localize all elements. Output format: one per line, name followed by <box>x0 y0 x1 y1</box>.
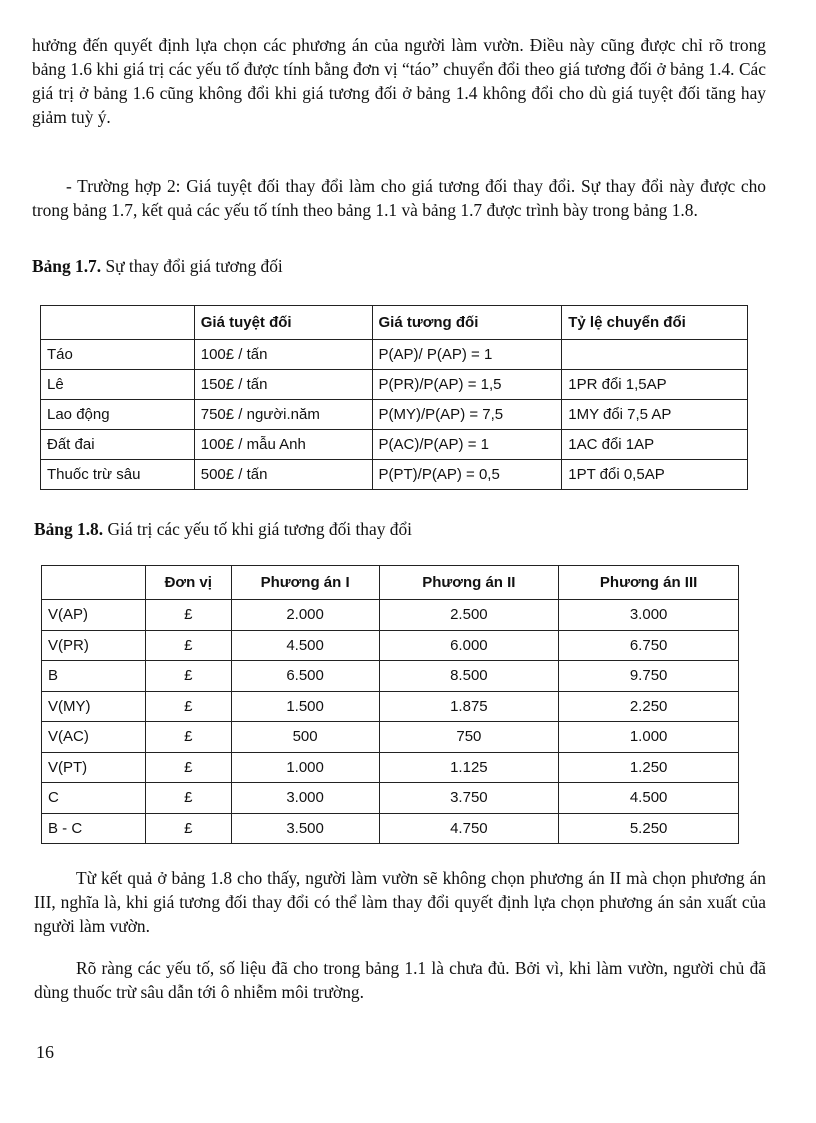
table-row <box>41 430 748 460</box>
table-row <box>42 752 739 783</box>
table-1-7 <box>40 305 748 490</box>
table-row <box>41 400 748 430</box>
table-cell: 2.000 <box>231 600 379 631</box>
table-cell: 3.000 <box>231 783 379 814</box>
table-row <box>41 370 748 400</box>
table-1-8-caption-text: Giá trị các yếu tố khi giá tương đối thay đổi <box>103 519 412 539</box>
table-cell: 2.250 <box>559 691 739 722</box>
table-cell: £ <box>145 783 231 814</box>
table-row <box>41 340 748 370</box>
table-cell: 1PR đổi 1,5AP <box>562 370 748 400</box>
table-cell: 3.000 <box>559 600 739 631</box>
table-1-8-caption <box>34 518 412 540</box>
table-cell: Thuốc trừ sâu <box>41 460 195 490</box>
table-cell: 100£ / mẫu Anh <box>194 430 372 460</box>
table-cell: 6.500 <box>231 661 379 692</box>
table-cell: Lao động <box>41 400 195 430</box>
table-cell: 500 <box>231 722 379 753</box>
table-cell: 8.500 <box>379 661 559 692</box>
table-row <box>42 813 739 844</box>
table-header-cell: Phương án III <box>559 566 739 600</box>
table-cell: 1.875 <box>379 691 559 722</box>
table-cell: V(MY) <box>42 691 146 722</box>
table-cell: 1.500 <box>231 691 379 722</box>
table-header-cell: Giá tuyệt đối <box>194 306 372 340</box>
table-cell: 4.500 <box>559 783 739 814</box>
table-row <box>42 722 739 753</box>
table-cell: £ <box>145 722 231 753</box>
table-cell: £ <box>145 752 231 783</box>
table-cell: 1MY đổi 7,5 AP <box>562 400 748 430</box>
table-cell: 500£ / tấn <box>194 460 372 490</box>
table-1-8-caption-label: Bảng 1.8. <box>34 519 104 539</box>
table-cell: P(AC)/P(AP) = 1 <box>372 430 562 460</box>
table-cell: 4.500 <box>231 630 379 661</box>
table-row <box>41 460 748 490</box>
table-cell: 750 <box>379 722 559 753</box>
table-cell: 6.750 <box>559 630 739 661</box>
table-cell: B <box>42 661 146 692</box>
table-row <box>42 661 739 692</box>
paragraph-conclusion: Rõ ràng các yếu tố, số liệu đã cho trong bảng 1.1 là chưa đủ. Bởi vì, khi làm vườn, người chủ đã dùng thuốc trừ sâu dẫn tới ô nhiễm môi trường. <box>34 958 766 1002</box>
table-1-7-caption-label: Bảng 1.7. <box>32 256 102 276</box>
table-cell: B - C <box>42 813 146 844</box>
table-cell: P(MY)/P(AP) = 7,5 <box>372 400 562 430</box>
table-cell: £ <box>145 661 231 692</box>
table-header-cell: Giá tương đối <box>372 306 562 340</box>
table-row <box>42 691 739 722</box>
table-header-row <box>42 566 739 600</box>
paragraph-intro: hưởng đến quyết định lựa chọn các phương án của người làm vườn. Điều này cũng được chỉ rõ trong bảng 1.6 khi giá trị các yếu tố được tính bằng đơn vị “táo” chuyển đổi theo giá tương đối ở bảng 1.4. Các giá trị ở bảng 1.6 cũng không đổi khi giá tương đối ở bảng 1.4 không đổi cho dù giá tuyệt đối tăng hay giảm tuỳ ý. <box>32 35 766 127</box>
table-cell: 5.250 <box>559 813 739 844</box>
table-row <box>42 630 739 661</box>
table-header-row <box>41 306 748 340</box>
page-number: 16 <box>36 1042 54 1062</box>
table-cell: £ <box>145 600 231 631</box>
table-cell: 1AC đổi 1AP <box>562 430 748 460</box>
table-cell: Táo <box>41 340 195 370</box>
table-cell: V(AC) <box>42 722 146 753</box>
table-1-7-caption <box>32 255 283 277</box>
table-cell: Lê <box>41 370 195 400</box>
table-row <box>42 600 739 631</box>
table-cell: V(AP) <box>42 600 146 631</box>
table-cell: £ <box>145 691 231 722</box>
table-cell: £ <box>145 813 231 844</box>
table-cell: P(PT)/P(AP) = 0,5 <box>372 460 562 490</box>
table-cell: Đất đai <box>41 430 195 460</box>
table-cell: 1.000 <box>231 752 379 783</box>
table-header-cell: Phương án I <box>231 566 379 600</box>
table-1-8 <box>41 565 739 844</box>
table-cell: 100£ / tấn <box>194 340 372 370</box>
paragraph-result: Từ kết quả ở bảng 1.8 cho thấy, người làm vườn sẽ không chọn phương án II mà chọn phương án III, nghĩa là, khi giá tương đối thay đổi có thể làm thay đổi quyết định lựa chọn phương án sản xuất của người làm vườn. <box>34 868 766 936</box>
table-cell: £ <box>145 630 231 661</box>
table-cell <box>562 340 748 370</box>
table-cell: V(PR) <box>42 630 146 661</box>
table-header-cell: Đơn vị <box>145 566 231 600</box>
table-header-cell <box>41 306 195 340</box>
table-cell: C <box>42 783 146 814</box>
table-cell: P(AP)/ P(AP) = 1 <box>372 340 562 370</box>
table-cell: 3.750 <box>379 783 559 814</box>
table-cell: 150£ / tấn <box>194 370 372 400</box>
table-cell: P(PR)/P(AP) = 1,5 <box>372 370 562 400</box>
table-cell: 750£ / người.năm <box>194 400 372 430</box>
paragraph-case-2: - Trường hợp 2: Giá tuyệt đối thay đổi làm cho giá tương đối thay đổi. Sự thay đổi này được cho trong bảng 1.7, kết quả các yếu tố tính theo bảng 1.1 và bảng 1.7 được trình bày trong bảng 1.8. <box>32 176 766 220</box>
table-cell: 3.500 <box>231 813 379 844</box>
table-row <box>42 783 739 814</box>
table-cell: 4.750 <box>379 813 559 844</box>
table-cell: 2.500 <box>379 600 559 631</box>
table-cell: 1.125 <box>379 752 559 783</box>
table-cell: 1PT đổi 0,5AP <box>562 460 748 490</box>
table-1-7-caption-text: Sự thay đổi giá tương đối <box>101 256 283 276</box>
table-header-cell: Phương án II <box>379 566 559 600</box>
table-header-cell: Tỷ lệ chuyển đổi <box>562 306 748 340</box>
table-cell: 1.000 <box>559 722 739 753</box>
table-cell: 9.750 <box>559 661 739 692</box>
table-header-cell <box>42 566 146 600</box>
table-cell: 1.250 <box>559 752 739 783</box>
table-cell: V(PT) <box>42 752 146 783</box>
table-cell: 6.000 <box>379 630 559 661</box>
